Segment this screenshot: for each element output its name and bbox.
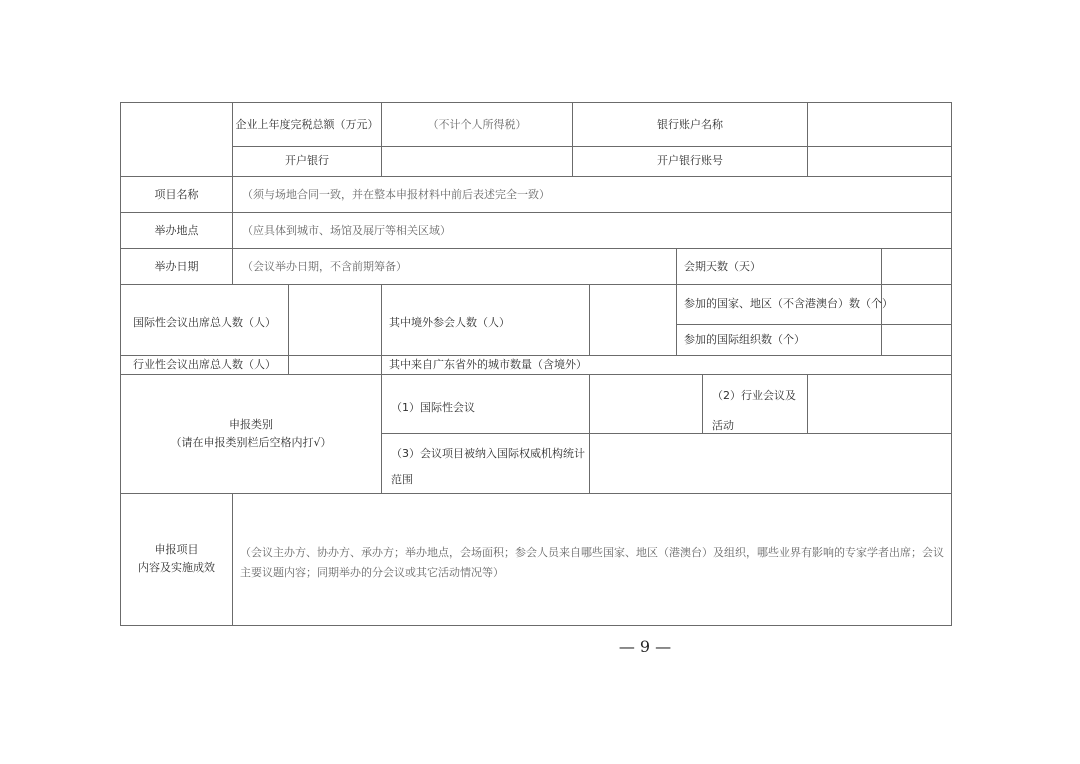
bank-field[interactable] (382, 147, 572, 176)
duration-label: 会期天数（天） (684, 260, 761, 273)
col-divider (702, 374, 703, 433)
bank-account-no-field[interactable] (808, 147, 951, 176)
intl-orgs-field[interactable] (882, 325, 951, 355)
row-divider (120, 284, 952, 285)
venue-label: 举办地点 (154, 224, 199, 237)
category-1-label: （1）国际性会议 (391, 401, 475, 414)
category-label: 申报类别 (229, 418, 273, 431)
industry-attendees-label: 行业性会议出席总人数（人） (133, 358, 276, 371)
bank-account-name-label: 银行账户名称 (657, 118, 723, 131)
category-hint: （请在申报类别栏后空格内打√） (170, 436, 332, 449)
duration-field[interactable] (882, 249, 951, 284)
tax-total-label: 企业上年度完税总额（万元） (235, 118, 379, 131)
category-3-label: （3）会议项目被纳入国际权威机构统计范围 (391, 447, 585, 486)
project-name-label: 项目名称 (154, 188, 199, 201)
row-divider (120, 176, 952, 177)
col-divider (381, 284, 382, 374)
col-divider (232, 493, 233, 626)
col-divider (676, 248, 677, 355)
bank-account-name-field[interactable] (808, 103, 951, 146)
project-name-hint[interactable]: （须与场地合同一致，并在整本申报材料中前后表述完全一致） (242, 188, 550, 201)
intl-attendees-field[interactable] (289, 285, 381, 355)
page-number: — 9 — (618, 637, 672, 656)
outside-cities-field[interactable] (590, 356, 951, 374)
category-3-checkbox[interactable] (590, 434, 951, 493)
outside-cities-label: 其中来自广东省外的城市数量（含境外） (389, 358, 587, 371)
overseas-attendees-field[interactable] (590, 285, 676, 355)
date-hint[interactable]: （会议举办日期，不含前期筹备） (242, 260, 407, 273)
category-2-label: （2）行业会议及活动 (712, 389, 796, 432)
tax-total-hint: （不计个人所得税） (427, 118, 527, 131)
row-divider (120, 248, 952, 249)
overseas-attendees-label: 其中境外参会人数（人） (389, 316, 510, 329)
intl-orgs-label: 参加的国际组织数（个） (684, 333, 805, 346)
countries-label: 参加的国家、地区（不含港澳台）数（个） (684, 297, 893, 310)
row-divider (120, 493, 952, 494)
content-label-line2: 内容及实施成效 (138, 561, 215, 574)
bank-label: 开户银行 (285, 154, 329, 167)
venue-hint[interactable]: （应具体到城市、场馆及展厅等相关区域） (242, 224, 451, 237)
col-divider (232, 176, 233, 284)
date-label: 举办日期 (154, 260, 199, 273)
content-label-line1: 申报项目 (154, 543, 199, 556)
industry-attendees-field[interactable] (289, 356, 381, 374)
col-divider (381, 374, 382, 493)
category-2-checkbox[interactable] (808, 375, 951, 433)
bank-account-no-label: 开户银行账号 (657, 154, 723, 167)
content-hint[interactable]: （会议主办方、协办方、承办方；举办地点，会场面积；参会人员来自哪些国家、地区（港澳台）及组织，哪些业界有影响的专家学者出席；会议主要议题内容；同期举办的分会议或其它活动情况等） (240, 546, 944, 579)
countries-field[interactable] (882, 285, 951, 324)
category-1-checkbox[interactable] (590, 375, 702, 433)
intl-attendees-label: 国际性会议出席总人数（人） (133, 316, 276, 329)
row-divider (120, 212, 952, 213)
